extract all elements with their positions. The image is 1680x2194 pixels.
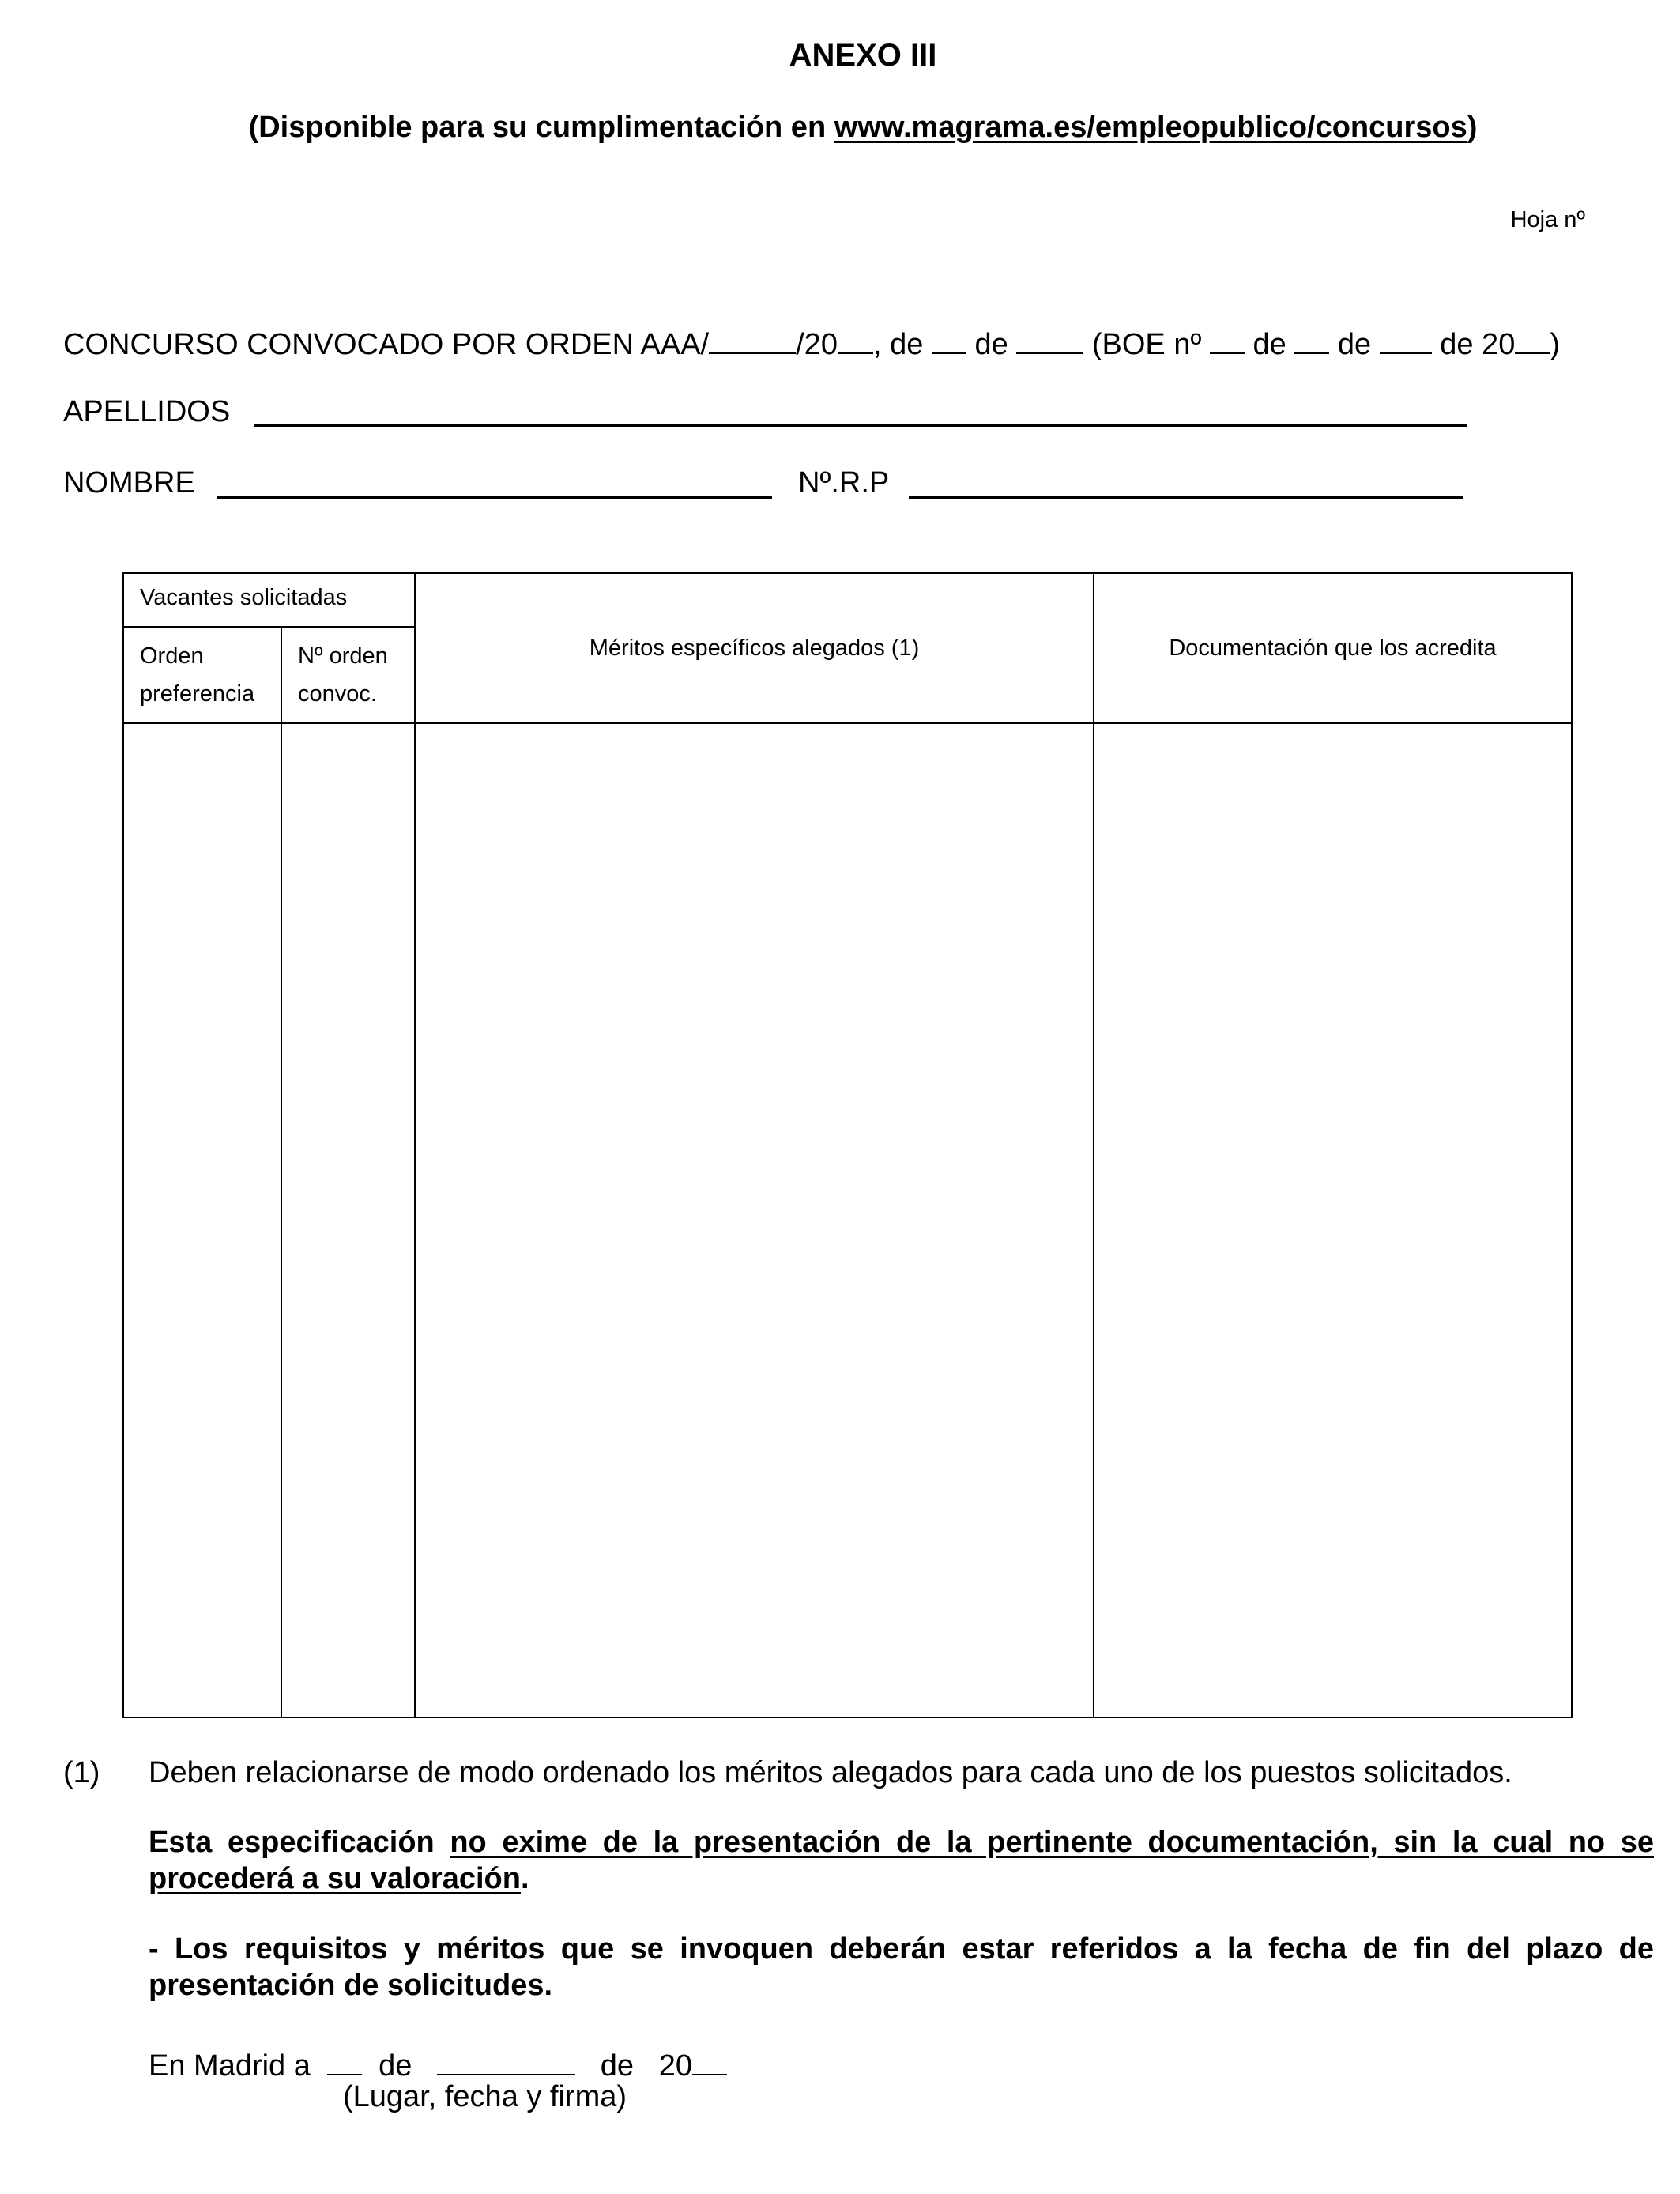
meritos-header: Méritos específicos alegados (1): [415, 573, 1094, 723]
signature-year-blank[interactable]: [692, 2044, 727, 2075]
boe-year-blank[interactable]: [1515, 322, 1550, 354]
nrp-field[interactable]: [909, 496, 1463, 499]
concurso-line: [63, 322, 1560, 362]
availability-note: [0, 111, 1680, 145]
availability-close: ): [1467, 111, 1478, 144]
signature-caption: (Lugar, fecha y firma): [343, 2080, 627, 2113]
specification-line-1: [149, 1824, 1654, 1860]
specification-underlined-2: procederá a su valoración: [149, 1862, 521, 1895]
specification-intro: Esta especificación: [149, 1826, 450, 1859]
table-body-row: [123, 723, 1572, 1717]
nrp-label: Nº.R.P: [798, 466, 890, 499]
footnote-text: Deben relacionarse de modo ordenado los méritos alegados para cada uno de los puestos solicitados.: [149, 1756, 1512, 1789]
documentacion-header: Documentación que los acredita: [1094, 573, 1572, 723]
order-year-blank[interactable]: [838, 322, 873, 354]
requirements-note: [149, 1931, 1654, 2004]
table-header-row: [123, 573, 1572, 627]
apellidos-label: APELLIDOS: [63, 395, 231, 428]
concurso-text-6: de: [1244, 328, 1295, 361]
concurso-text-7: de: [1329, 328, 1380, 361]
boe-day-blank[interactable]: [1294, 322, 1329, 354]
website-link[interactable]: www.magrama.es/empleopublico/concursos: [834, 111, 1467, 144]
orden-convoc-line-1: Nº orden: [298, 643, 388, 669]
order-day-blank[interactable]: [932, 322, 966, 354]
sheet-number-label: Hoja nº: [1510, 207, 1585, 232]
concurso-text-9: ): [1550, 328, 1560, 361]
specification-line-2: [149, 1860, 1654, 1897]
vacantes-header: Vacantes solicitadas: [123, 573, 415, 627]
orden-convoc-cell[interactable]: [281, 723, 415, 1717]
merits-table: [122, 572, 1573, 1718]
concurso-text-3: , de: [872, 328, 932, 361]
documentacion-cell[interactable]: [1094, 723, 1572, 1717]
signature-month-blank[interactable]: [437, 2044, 575, 2075]
orden-preferencia-line-1: Orden: [140, 643, 204, 669]
concurso-text-2: /20: [796, 328, 838, 361]
concurso-text-4: de: [966, 328, 1017, 361]
order-number-blank[interactable]: [709, 322, 796, 354]
availability-text: (Disponible para su cumplimentación en: [248, 111, 834, 144]
specification-warning: [149, 1824, 1654, 1897]
signature-line: [149, 2044, 727, 2083]
orden-preferencia-header: [123, 627, 281, 723]
meritos-cell[interactable]: [415, 723, 1094, 1717]
footnote-marker: (1): [63, 1756, 100, 1789]
page-title: ANEXO III: [789, 38, 937, 73]
specification-underlined-1: no exime de la presentación de la pertinente documentación, sin la cual no se: [450, 1826, 1654, 1859]
signature-de-1: de: [379, 2049, 412, 2083]
requirements-line-1: - Los requisitos y méritos que se invoquen deberán estar referidos a la fecha de fin del plazo de: [149, 1932, 1654, 1966]
concurso-text-8: de 20: [1431, 328, 1516, 361]
concurso-text-1: CONCURSO CONVOCADO POR ORDEN AAA/: [63, 328, 710, 361]
order-month-blank[interactable]: [1016, 322, 1083, 354]
concurso-text-5: (BOE nº: [1083, 328, 1210, 361]
apellidos-field[interactable]: [254, 424, 1467, 427]
signature-de-2: de: [600, 2049, 635, 2083]
orden-convoc-header: [281, 627, 415, 723]
nombre-label: NOMBRE: [63, 466, 195, 499]
en-madrid-label: En Madrid a: [149, 2049, 311, 2083]
nombre-field[interactable]: [217, 496, 772, 499]
signature-day-blank[interactable]: [327, 2044, 362, 2075]
signature-year: 20: [658, 2049, 693, 2083]
orden-preferencia-line-2: preferencia: [140, 681, 255, 707]
boe-month-blank[interactable]: [1380, 322, 1432, 354]
orden-preferencia-cell[interactable]: [123, 723, 281, 1717]
boe-number-blank[interactable]: [1210, 322, 1245, 354]
specification-end: .: [520, 1862, 529, 1895]
requirements-line-2: presentación de solicitudes.: [149, 1969, 553, 2002]
orden-convoc-line-2: convoc.: [298, 681, 377, 707]
